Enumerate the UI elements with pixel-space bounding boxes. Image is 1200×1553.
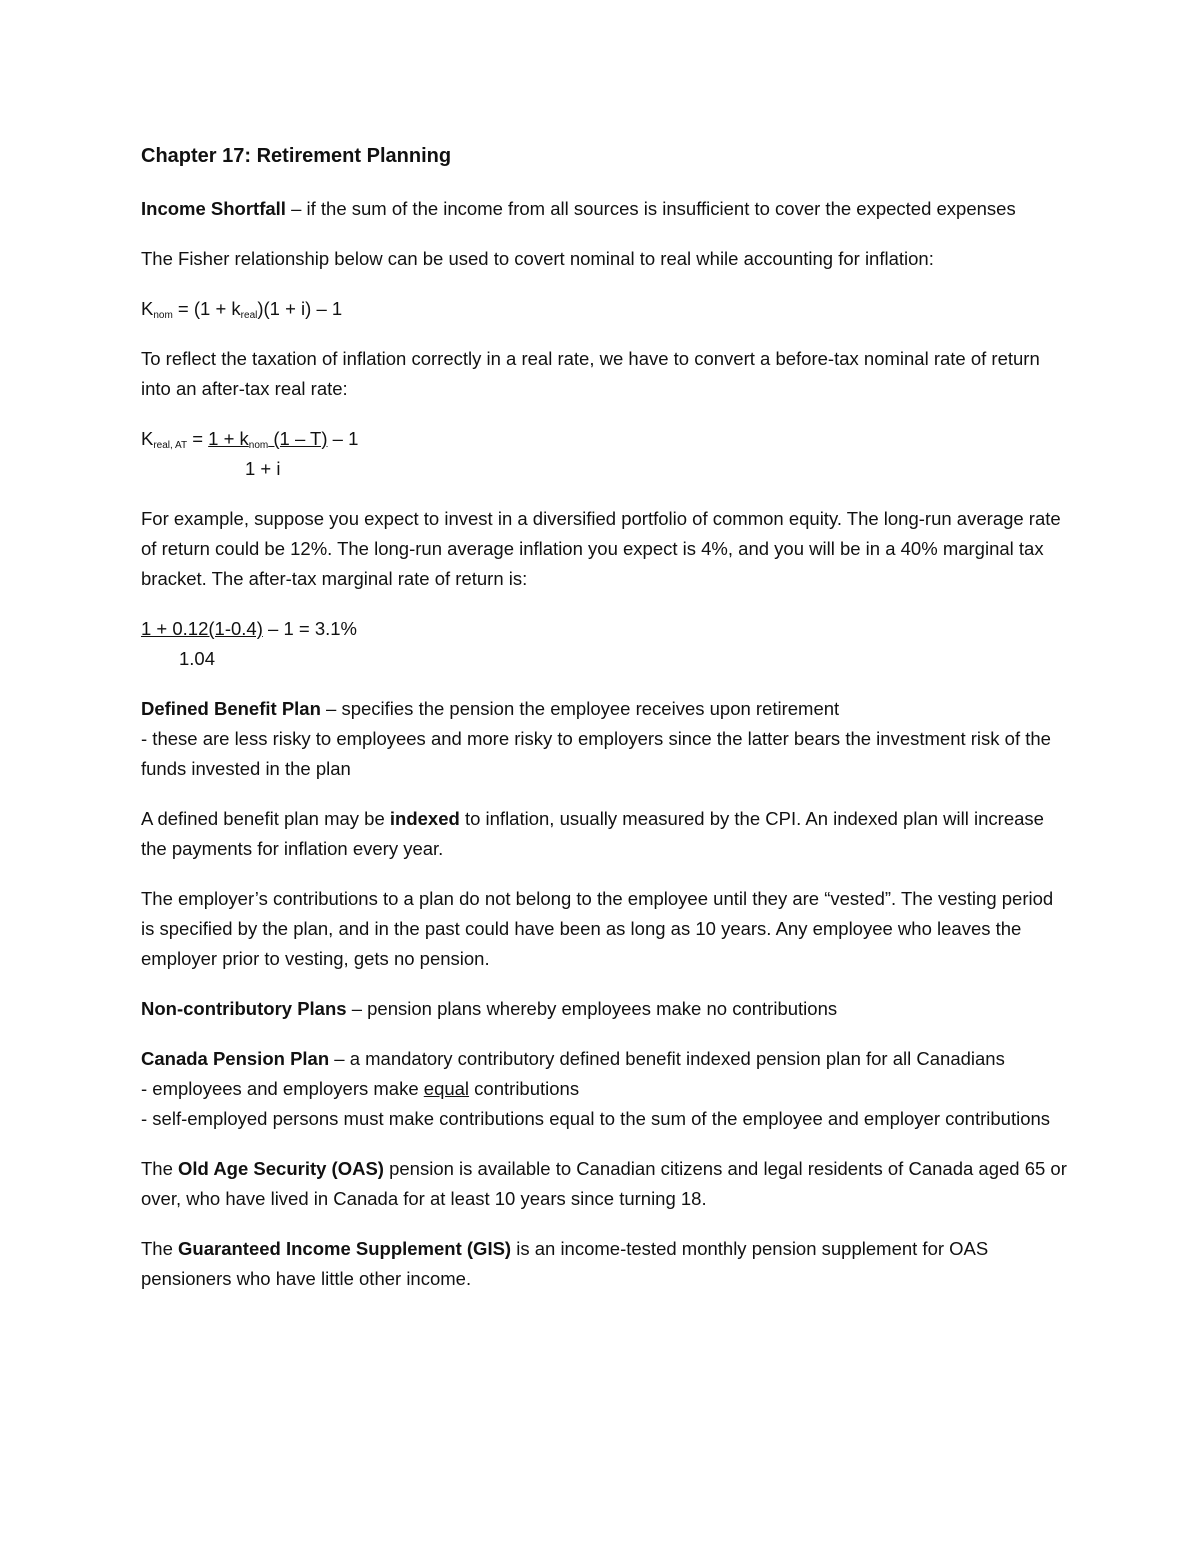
formula-equals: = — [187, 428, 209, 449]
formula-subscript-real-at: real, AT — [153, 440, 188, 451]
formula-tail: – 1 — [327, 428, 359, 449]
non-contributory-definition: – pension plans whereby employees make no contributions — [346, 998, 838, 1019]
defined-benefit-bullet: - these are less risky to employees and more risky to employers since the latter bears the investment risk of the funds invested in the plan — [141, 728, 1051, 779]
gis-paragraph — [141, 1234, 1071, 1294]
fisher-intro: The Fisher relationship below can be used to covert nominal to real while accounting for inflation: — [141, 248, 934, 269]
after-tax-formula-denominator: 1 + i — [245, 458, 281, 479]
document-page — [141, 140, 1071, 1314]
example-calculation — [141, 614, 1071, 674]
formula-tail: )(1 + i) – 1 — [257, 298, 343, 319]
defined-benefit-heading — [141, 694, 1071, 724]
taxation-intro: To reflect the taxation of inflation correctly in a real rate, we have to convert a before-tax nominal rate of return into an after-tax real rate: — [141, 348, 1040, 399]
cpp-bullet-2: - self-employed persons must make contributions equal to the sum of the employee and employer contributions — [141, 1108, 1051, 1129]
example-calc-result: – 1 = 3.1% — [262, 618, 357, 639]
formula-subscript-real: real — [240, 310, 258, 321]
gis-text-b: is an income-tested monthly pension supplement for OAS pensioners who have little other income. — [141, 1238, 989, 1289]
defined-benefit-section — [141, 694, 1071, 784]
oas-text-a: The — [141, 1158, 179, 1179]
example-calc-numerator: 1 + 0.12(1-0.4) — [141, 618, 263, 639]
example-paragraph: For example, suppose you expect to invest in a diversified portfolio of common equity. The long-run average rate of return could be 12%. The long-run average inflation you expect is 4%, and you will be in a 40% marginal tax bracket. The after-tax marginal rate of return is: — [141, 508, 1061, 589]
oas-paragraph — [141, 1154, 1071, 1214]
cpp-bullet-1-underlined: equal — [423, 1078, 470, 1099]
formula-k-symbol: K — [141, 298, 154, 319]
non-contributory-paragraph — [141, 994, 1071, 1024]
formula-subscript-nom: nom — [248, 440, 269, 451]
after-tax-formula — [141, 424, 1071, 484]
indexed-paragraph — [141, 804, 1071, 864]
income-shortfall-term: Income Shortfall — [141, 198, 286, 219]
formula-k-symbol: K — [141, 428, 154, 449]
after-tax-formula-numerator-line — [141, 424, 1071, 454]
non-contributory-term: Non-contributory Plans — [141, 998, 347, 1019]
formula-numerator-a: 1 + k — [208, 428, 249, 449]
cpp-bullet-1-a: - employees and employers make — [141, 1078, 424, 1099]
income-shortfall-paragraph — [141, 194, 1071, 224]
cpp-definition: – a mandatory contributory defined benefit indexed pension plan for all Canadians — [329, 1048, 1005, 1069]
income-shortfall-definition: – if the sum of the income from all sources is insufficient to cover the expected expenses — [285, 198, 1016, 219]
fisher-formula — [141, 294, 1071, 324]
vesting-paragraph: The employer’s contributions to a plan do not belong to the employee until they are “vested”. The vesting period is specified by the plan, and in the past could have been as long as 10 years. Any employee who leaves the employer prior to vesting, gets no pension. — [141, 888, 1054, 969]
example-calc-denominator: 1.04 — [179, 648, 216, 669]
oas-text-b: pension is available to Canadian citizens and legal residents of Canada aged 65 or over, who have lived in Canada for at least 10 years since turning 18. — [141, 1158, 1067, 1209]
cpp-term: Canada Pension Plan — [141, 1048, 330, 1069]
chapter-title: Chapter 17: Retirement Planning — [141, 145, 452, 167]
gis-text-a: The — [141, 1238, 179, 1259]
formula-part: = (1 + k — [172, 298, 241, 319]
defined-benefit-term: Defined Benefit Plan — [141, 698, 321, 719]
defined-benefit-definition: – specifies the pension the employee receives upon retirement — [320, 698, 840, 719]
indexed-text-a: A defined benefit plan may be — [141, 808, 390, 829]
formula-subscript-nom: nom — [153, 310, 173, 321]
cpp-bullet-1 — [141, 1074, 1071, 1104]
cpp-section — [141, 1044, 1071, 1134]
oas-term: Old Age Security (OAS) — [178, 1158, 384, 1179]
indexed-text-b: to inflation, usually measured by the CPI. An indexed plan will increase the payments for inflation every year. — [141, 808, 1044, 859]
indexed-term: indexed — [389, 808, 460, 829]
gis-term: Guaranteed Income Supplement (GIS) — [178, 1238, 512, 1259]
formula-numerator-b: (1 – T) — [268, 428, 328, 449]
example-calc-numerator-line — [141, 614, 1071, 644]
cpp-bullet-1-b: contributions — [469, 1078, 580, 1099]
cpp-heading — [141, 1044, 1071, 1074]
formula-numerator — [208, 428, 327, 449]
